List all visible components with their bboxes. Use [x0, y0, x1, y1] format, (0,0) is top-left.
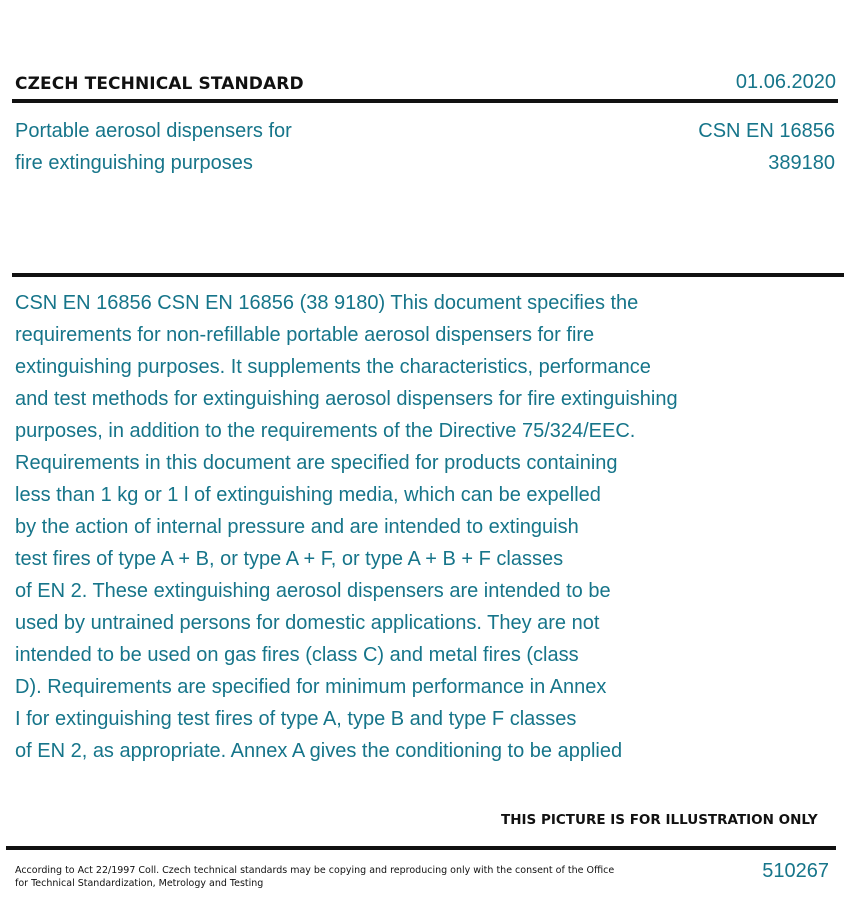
abstract-line: and test methods for extinguishing aerosol dispensers for fire extinguishing	[15, 388, 678, 410]
abstract-line: of EN 2. These extinguishing aerosol dispensers are intended to be	[15, 580, 611, 602]
abstract-text	[15, 287, 795, 767]
abstract-line: intended to be used on gas fires (class C) and metal fires (class	[15, 644, 579, 666]
standard-subject	[15, 115, 292, 179]
abstract-line: of EN 2, as appropriate. Annex A gives the conditioning to be applied	[15, 740, 623, 762]
abstract-line: purposes, in addition to the requirements of the Directive 75/324/EEC.	[15, 420, 636, 442]
abstract-line: test fires of type A + B, or type A + F, or type A + B + F classes	[15, 548, 564, 570]
abstract-line: requirements for non-refillable portable aerosol dispensers for fire	[15, 324, 595, 346]
standard-type-heading: CZECH TECHNICAL STANDARD	[15, 74, 304, 94]
header-divider	[12, 99, 838, 103]
copyright-line-2: for Technical Standardization, Metrology and Testing	[15, 878, 264, 889]
catalog-number: 510267	[762, 860, 829, 882]
abstract-line: less than 1 kg or 1 l of extinguishing media, which can be expelled	[15, 484, 601, 506]
abstract-line: extinguishing purposes. It supplements the characteristics, performance	[15, 356, 651, 378]
illustration-disclaimer: THIS PICTURE IS FOR ILLUSTRATION ONLY	[501, 812, 818, 828]
standard-code: CSN EN 16856	[698, 120, 835, 142]
subject-line-1: Portable aerosol dispensers for	[15, 120, 292, 142]
subject-line-2: fire extinguishing purposes	[15, 152, 253, 174]
footer-divider	[6, 846, 836, 850]
section-divider	[12, 273, 844, 277]
copyright-notice	[15, 864, 614, 890]
publication-date: 01.06.2020	[735, 71, 836, 93]
abstract-line: I for extinguishing test fires of type A, type B and type F classes	[15, 708, 577, 730]
abstract-line: Requirements in this document are specified for products containing	[15, 452, 618, 474]
abstract-line: used by untrained persons for domestic applications. They are not	[15, 612, 600, 634]
abstract-line: by the action of internal pressure and are intended to extinguish	[15, 516, 579, 538]
copyright-line-1: According to Act 22/1997 Coll. Czech technical standards may be copying and reproducing only with the consent of the Office	[15, 865, 615, 876]
abstract-line: CSN EN 16856 CSN EN 16856 (38 9180) This document specifies the	[15, 292, 639, 314]
standard-code-block	[698, 115, 835, 179]
classification-number: 389180	[768, 152, 835, 174]
abstract-line: D). Requirements are specified for minimum performance in Annex	[15, 676, 607, 698]
